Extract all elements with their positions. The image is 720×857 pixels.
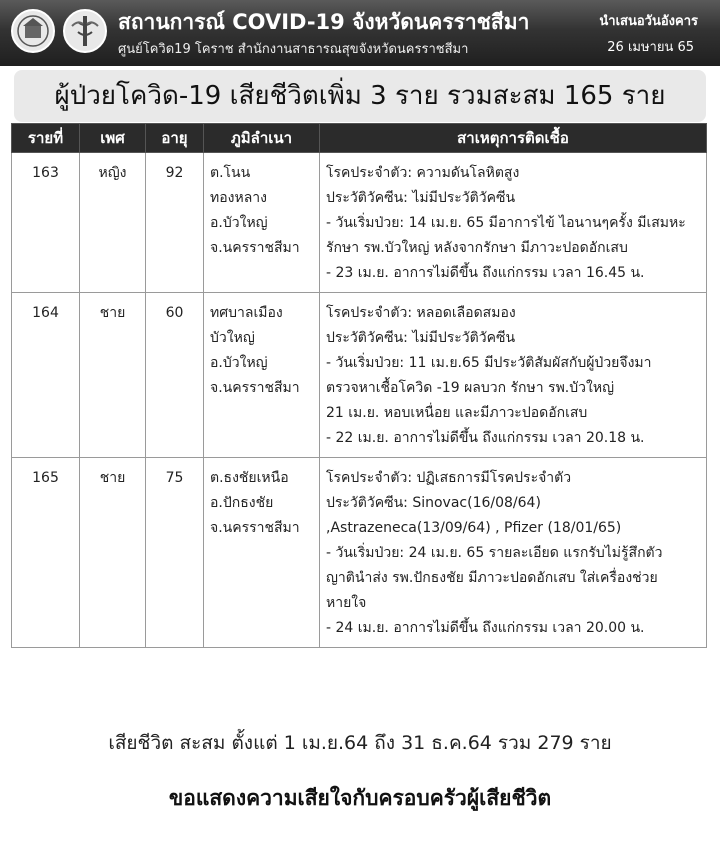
detail-line: - วันเริ่มป่วย: 11 เม.ย.65 มีประวัติสัมผัสกับผู้ป่วยจึงมา <box>326 355 652 371</box>
domicile-line: ทศบาลเมือง <box>210 305 283 321</box>
detail-line: ตรวจหาเชื้อโควิด -19 ผลบวก รักษา รพ.บัวใหญ่ <box>326 380 614 396</box>
case-age: 92 <box>146 153 204 293</box>
provincial-seal-icon <box>10 8 56 54</box>
domicile-line: อ.บัวใหญ่ <box>210 355 268 371</box>
report-header <box>0 0 720 66</box>
detail-line: หายใจ <box>326 595 367 611</box>
detail-line: ญาตินำส่ง รพ.ปักธงชัย มีภาวะปอดอักเสบ ใส่เครื่องช่วย <box>326 570 658 586</box>
detail-line: - วันเริ่มป่วย: 14 เม.ย. 65 มีอาการไข้ ไอนานๆครั้ง มีเสมหะ <box>326 215 686 231</box>
case-details <box>320 153 707 293</box>
case-domicile <box>204 458 320 648</box>
presentation-day: นำเสนอวันอังคาร <box>599 14 698 29</box>
col-header-domicile: ภูมิลำเนา <box>204 124 320 153</box>
case-details <box>320 458 707 648</box>
detail-line: - 22 เม.ย. อาการไม่ดีขึ้น ถึงแก่กรรม เวลา 20.18 น. <box>326 430 645 446</box>
death-cases-table <box>11 123 707 648</box>
col-header-cause: สาเหตุการติดเชื้อ <box>320 124 707 153</box>
report-subtitle: ศูนย์โควิด19 โคราช สำนักงานสาธารณสุขจังหวัดนครราชสีมา <box>118 42 469 57</box>
public-health-emblem-icon <box>62 8 108 54</box>
table-row <box>12 458 707 648</box>
case-number: 165 <box>12 458 80 648</box>
condolence-message: ขอแสดงความเสียใจกับครอบครัวผู้เสียชีวิต <box>168 786 552 810</box>
col-header-case-no: รายที่ <box>12 124 80 153</box>
domicile-line: ต.ธงชัยเหนือ <box>210 470 289 486</box>
detail-line: โรคประจำตัว: ความดันโลหิตสูง <box>326 165 520 181</box>
report-title: สถานการณ์ COVID-19 จังหวัดนครราชสีมา <box>118 10 530 34</box>
domicile-line: อ.บัวใหญ่ <box>210 215 268 231</box>
headline-banner: ผู้ป่วยโควิด-19 เสียชีวิตเพิ่ม 3 ราย รวมสะสม 165 ราย <box>14 70 706 122</box>
detail-line: ประวัติวัคซีน: ไม่มีประวัติวัคซีน <box>326 330 516 346</box>
detail-line: รักษา รพ.บัวใหญ่ หลังจากรักษา มีภาวะปอดอักเสบ <box>326 240 628 256</box>
case-domicile <box>204 153 320 293</box>
presentation-date: 26 เมษายน 65 <box>607 40 694 55</box>
case-number: 164 <box>12 293 80 458</box>
case-age: 60 <box>146 293 204 458</box>
table-header-row <box>12 124 707 153</box>
detail-line: - 24 เม.ย. อาการไม่ดีขึ้น ถึงแก่กรรม เวลา 20.00 น. <box>326 620 645 636</box>
table-row <box>12 153 707 293</box>
col-header-sex: เพศ <box>80 124 146 153</box>
detail-line: โรคประจำตัว: หลอดเลือดสมอง <box>326 305 516 321</box>
case-age: 75 <box>146 458 204 648</box>
detail-line: - วันเริ่มป่วย: 24 เม.ย. 65 รายละเอียด แรกรับไม่รู้สึกตัว <box>326 545 663 561</box>
domicile-line: จ.นครราชสีมา <box>210 240 300 256</box>
case-details <box>320 293 707 458</box>
detail-line: โรคประจำตัว: ปฏิเสธการมีโรคประจำตัว <box>326 470 572 486</box>
detail-line: ประวัติวัคซีน: Sinovac(16/08/64) <box>326 495 541 511</box>
detail-line: ประวัติวัคซีน: ไม่มีประวัติวัคซีน <box>326 190 516 206</box>
domicile-line: อ.ปักธงชัย <box>210 495 274 511</box>
domicile-line: ต.โนน <box>210 165 251 181</box>
case-sex: หญิง <box>80 153 146 293</box>
cumulative-deaths-text: เสียชีวิต สะสม ตั้งแต่ 1 เม.ย.64 ถึง 31 ธ.ค.64 รวม 279 ราย <box>108 732 612 754</box>
case-sex: ชาย <box>80 458 146 648</box>
detail-line: - 23 เม.ย. อาการไม่ดีขึ้น ถึงแก่กรรม เวลา 16.45 น. <box>326 265 645 281</box>
table-row <box>12 293 707 458</box>
domicile-line: บัวใหญ่ <box>210 330 255 346</box>
domicile-line: จ.นครราชสีมา <box>210 520 300 536</box>
domicile-line: ทองหลาง <box>210 190 267 206</box>
case-domicile <box>204 293 320 458</box>
detail-line: 21 เม.ย. หอบเหนื่อย และมีภาวะปอดอักเสบ <box>326 405 588 421</box>
detail-line: ,Astrazeneca(13/09/64) , Pfizer (18/01/65) <box>326 520 622 536</box>
domicile-line: จ.นครราชสีมา <box>210 380 300 396</box>
case-sex: ชาย <box>80 293 146 458</box>
col-header-age: อายุ <box>146 124 204 153</box>
case-number: 163 <box>12 153 80 293</box>
